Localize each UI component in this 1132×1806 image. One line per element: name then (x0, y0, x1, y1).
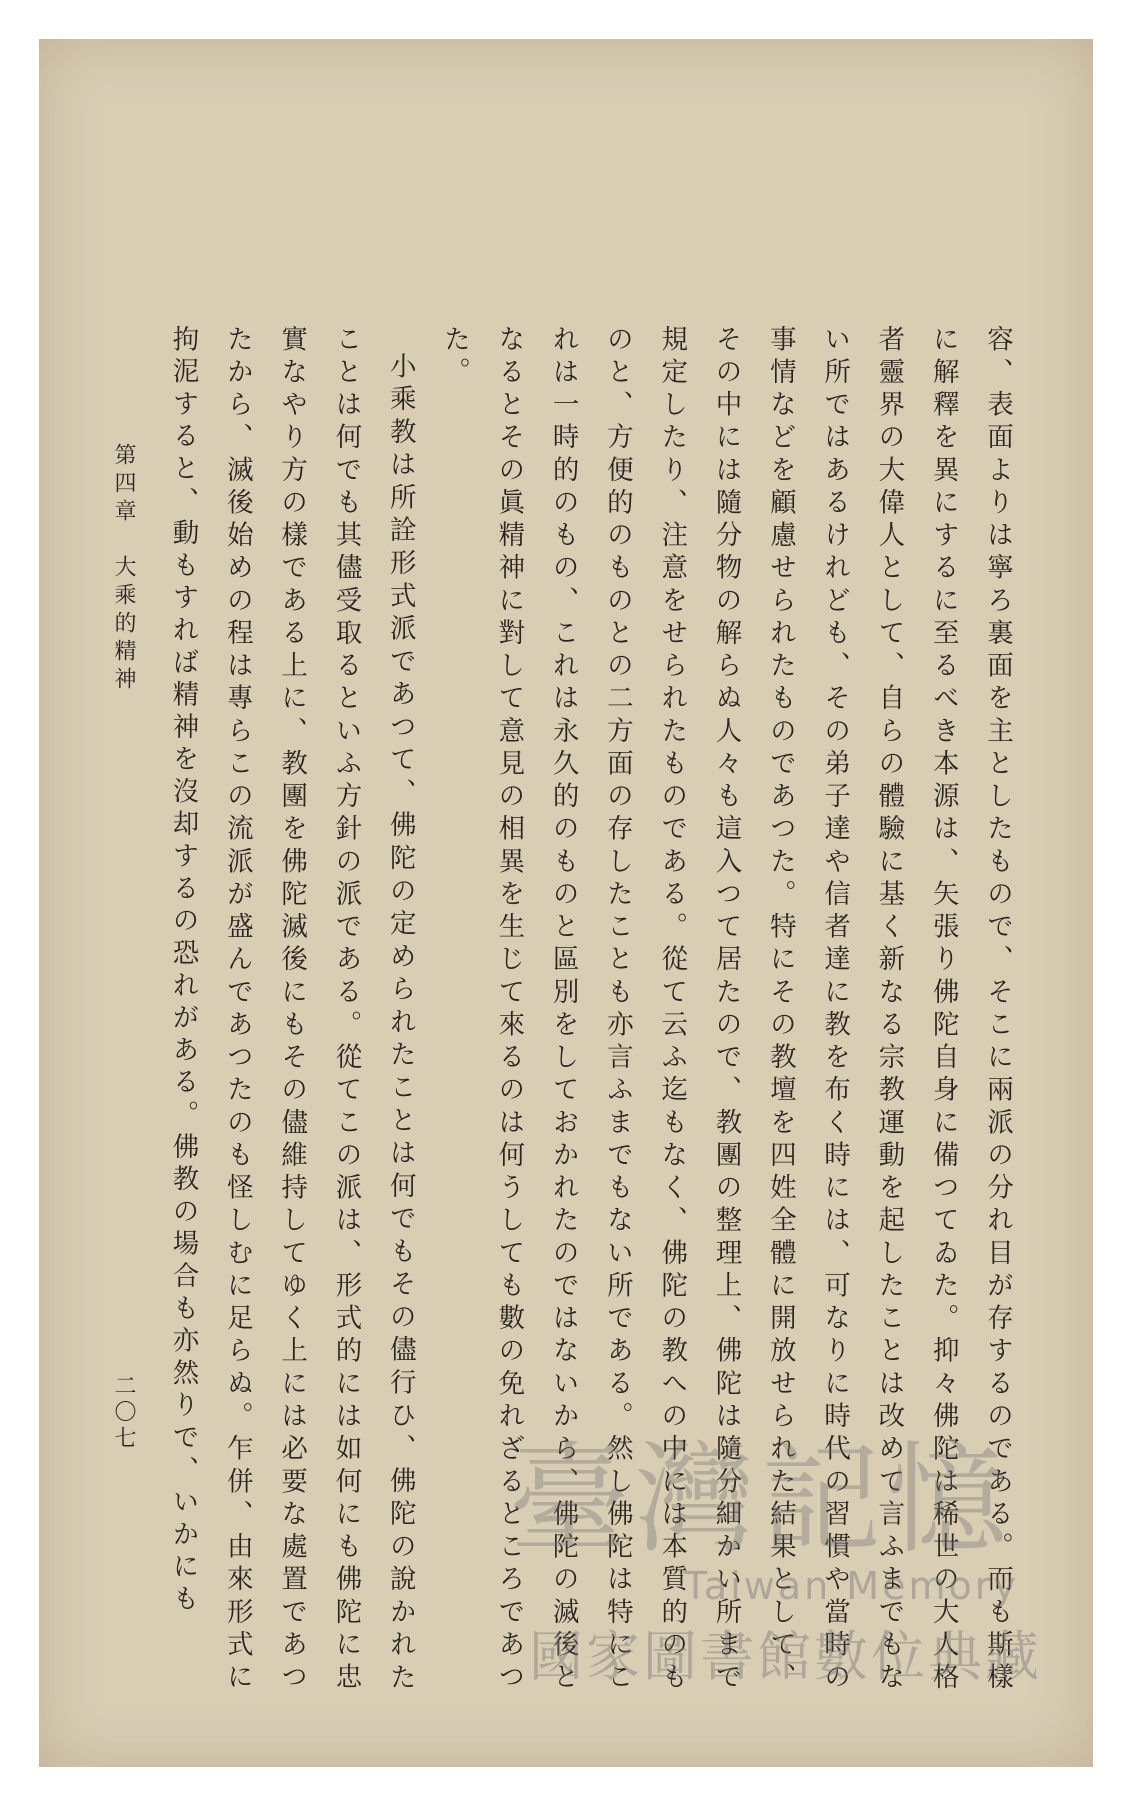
page-number: 二〇七 (111, 1374, 136, 1452)
paragraph-2: 小乘教は所詮形式派であつて、佛陀の定められたことは何でもその儘行ひ、佛陀の說かれたことは何でも其儘受取るといふ方針の派である。從てこの派は、形式的には如何にも佛陀に忠實なやり方の樣である上に、教團を佛陀滅後にもその儘維持してゆく上には必要な處置であつたから、滅後始めの程は專らこの流派が盛んであつたのも怪しむに足らぬ。乍併、由來形式に拘泥すると、動もすれば精神を沒却するの恐れがある。佛教の場合も亦然りで、いかにも (167, 325, 416, 1695)
watermark-title: 臺灣記憶 (509, 1431, 1013, 1570)
watermark-library: 國家圖書館數位典藏 (529, 1625, 1042, 1688)
book-page (39, 39, 1093, 1767)
watermark-english: Taiwan Memory (684, 1564, 1019, 1608)
body-text (154, 325, 1024, 1695)
paragraph-1: 容、表面よりは寧ろ裏面を主としたもので、そこに兩派の分れ目が存するのである。而も斯樣に解釋を異にするに至るべき本源は、矢張り佛陀自身に備つてゐた。抑々佛陀は稀世の大人格者靈界の大偉人として、自らの體驗に基く新なる宗教運動を起したことは改めて言ふまでもない所ではあるけれども、その弟子達や信者達に教を布く時には、可なりに時代の習慣や當時の事情などを顧慮せられたものであつた。特にその教壇を四姓全體に開放せられた結果として、その中には隨分物の解らぬ人々も這入つて居たので、教團の整理上、佛陀は隨分細かい所まで規定したり、注意をせられたものである。從て云ふ迄もなく、佛陀の教への中には本質的のものと、方便的のものとの二方面の存したことも亦言ふまでもない所である。然し佛陀は特にこれは一時的のもの、これは永久的のものと區別をしておかれたのではないから、佛陀の滅後となるとその眞精神に對して意見の相異を生じて來るのは何うしても數の免れざるところであつた。 (439, 325, 1013, 1695)
running-head: 第四章 大乘的精神 (111, 443, 136, 695)
